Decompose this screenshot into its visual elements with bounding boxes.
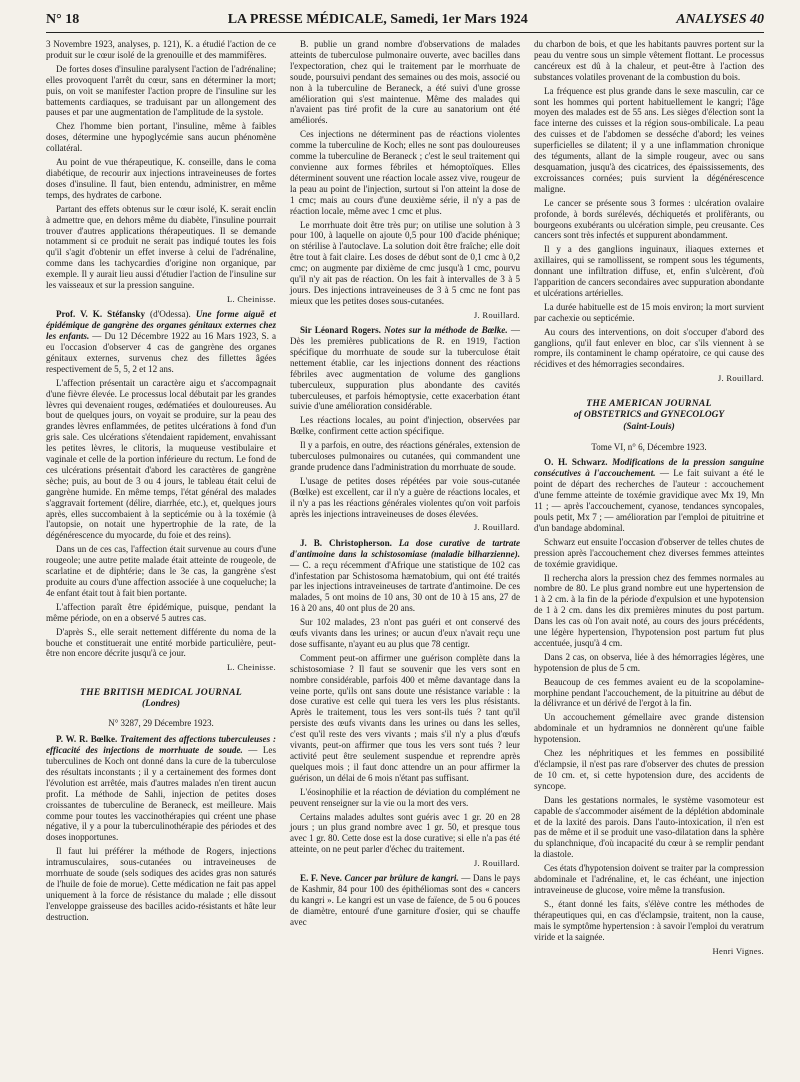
columns <box>46 39 764 961</box>
paragraph: Un accouchement gémellaire avec grande distension abdominale et un hydramnios ne donnèrent qu'une faible hypotension. <box>534 712 764 745</box>
paragraph: Chez l'homme bien portant, l'insuline, même à faibles doses, détermine une hypoglycémie sans aucun phénomène collatéral. <box>46 121 276 154</box>
article-title: Modifications de la pression sanguine consécutives à l'accouchement. <box>534 457 764 479</box>
page-number: 40 <box>749 12 764 27</box>
paragraph: La fréquence est plus grande dans le sexe masculin, car ce sont les hommes qui portent habituellement le kangri; l'âge moyen des malades est de 55 ans. Les sièges d'élection sont la face interne des cuisses et la région sous-ombilicale. La peau des cuisses et de l'abdomen se desséche d'abord; les veines superficielles se dilatent; il y a une inflammation chronique des téguments, allant de la simple rougeur, avec ou sans desquamation, jusqu'à des cicatrices, des épaississements, des excroissances cornées; puis survient la dégénérescence maligne. <box>534 85 764 194</box>
paragraph: Au cours des interventions, on doit s'occuper d'abord des ganglions, qu'il faut enlever en bloc, car s'ils viennent à se rompre, ils contaminent le champ opératoire, ce qui cause des récidives et des hémorragies secondaires. <box>534 326 764 370</box>
paragraph: Le cancer se présente sous 3 formes : ulcération ovalaire profonde, à bords surélevés, déchiquetés et prolifèrants, ou bourgeons exubérants ou ulcération simple, peu creusante. Ces cancers sont très infectés et suppurent abondamment. <box>534 197 764 241</box>
article-author: J. B. Christopherson. <box>300 537 392 548</box>
paragraph: Chez les néphritiques et les femmes en possibilité d'éclampsie, il n'est pas rare d'observer des chutes de pression de 10 cm. et, si cette hypotension dure, des accidents de syncope. <box>534 748 764 791</box>
section-page <box>676 12 764 28</box>
article-heading: Sir Léonard Rogers. Notes sur la méthode de Bœlke. — Dès les premières publications de R. en 1919, l'action spécifique du morrhuate de soude sur la tuberculose était nettement établie, car les injections donnent des réactions fébriles avec augmentation de volume des ganglions tuberculeux, suppuration plus abondante des cavités tuberculeuses, et parfois hémoptysie, cette exacerbation étant suivie d'une amélioration considérable. <box>290 325 521 412</box>
signature: L. Cheinisse. <box>226 293 276 304</box>
paragraph: Dans 2 cas, on observa, liée à des hémorragies légères, une hypotension de plus de 5 cm. <box>534 651 764 673</box>
paragraph: S., étant donné les faits, s'élève contre les méthodes de thérapeutiques qui, en cas d'éclampsie, traitent, non la cause, mais le symptôme hypertension : à savoir l'emploi du veratrum viride et la saignée. <box>534 898 764 942</box>
signature: L. Cheinisse. <box>226 662 276 673</box>
article-author: E. F. Neve. <box>300 873 342 884</box>
article-heading: P. W. R. Bœlke. Traitement des affections tuberculeuses : efficacité des injections de morrhuate de soude. — Les tuberculines de Koch ont donné dans la cure de la tuberculose des résultats inconstants ; il y a certainement des formes dont l'évolution est arrêtée, mais d'autres malades n'en tirent aucun profit. La méthode de Sahli, injection de petites doses croissantes de tuberculine de Beraneck, est meilleure. Mais comme pour toutes les vaccinothérapies qui créent une phase négative, il y a pour la tuberculinothérapie des périodes et des doses inopportunes. <box>46 734 276 843</box>
signature: J. Rouillard. <box>473 858 520 869</box>
signature: J. Rouillard. <box>717 373 764 384</box>
article-title: Traitement des affections tuberculeuses : efficacité des injections de morrhuate de soude. <box>46 734 276 756</box>
journal-issue: Tome VI, n° 6, Décembre 1923. <box>591 441 707 452</box>
column-3 <box>534 39 764 961</box>
paragraph: Certains malades adultes sont guéris avec 1 gr. 20 en 28 jours ; un plus grand nombre avec 1 gr. 50, et presque tous avec 1 gr. 80. Cette dose est la dose curative; si elle n'a pas été atteinte, on ne peut parler d'échec du traitement. <box>290 811 520 855</box>
article-title: Une forme aiguë et épidémique de gangrène des organes génitaux externes chez les enfants. <box>46 309 277 342</box>
article-title: Notes sur la méthode de Bœlke. <box>384 325 508 336</box>
paragraph: Dans un de ces cas, l'affection était survenue au cours d'une rougeole; une autre petite malade était atteinte de rougeole, de scarlatine et de diphtérie; dans le 3e cas, la gangrène s'est produite au cours d'une affection associée à une coqueluche; la 4e enfant était tout à fait bien portante. <box>46 544 276 598</box>
paragraph: Dès les premières publications de R. en 1919, l'action spécifique du morrhuate de soude sur la tuberculose était nettement établie, car les injections donnent des réactions fébriles avec augmentation de volume des ganglions tuberculeux, suppuration plus abondante des cavités tuberculeuses, et parfois hémoptysie, cette exacerbation étant suivie d'une amélioration considérable. <box>290 335 520 412</box>
paragraph: Dans les gestations normales, le système vasomoteur est capable de s'accommoder aisément de la déplétion abdominale et de la laxité des parois. Dans l'auto-intoxication, il n'en est pas de même et il se produit une vaso-dilatation dans la sphère du splanchnique, d'où incapacité du cœur à se remplir pendant la diastole. <box>534 794 764 860</box>
paragraph: Comment peut-on affirmer une guérison complète dans la schistosomiase ? Il faut se souvenir que les vers sont en nombre considérable, parfois 400 et même davantage dans la veine porte, qu'ils ont sans doute une résistance variable : la dose curative est celle qui tuera les vers les plus résistants. Après le traitement, tous les vers sont-ils tués ? tant qu'il persiste des œufs vivants dans les urines ou dans les selles, c'est qu'il reste des vers vivants ; mais s'il n'y a plus d'œufs vivants, peut-on affirmer que tous les vers sont tués ? leur activité peut être seulement suspendue et reprendre après quelques mois ; il faut donc attendre un an pour affirmer la guérison, un délai de 6 mois n'étant pas suffisant. <box>290 652 520 783</box>
paragraph: Le morrhuate doit être très pur; on utilise une solution à 3 pour 100, à laquelle on ajoute 0,5 pour 100 d'acide phénique; on stérilise à l'autoclave. La solution doit être fraîche; elle doit être tout à fait claire. Les doses de début sont de 0,1 cmc à 0,2 cmc; on augmente par dixième de cmc jusqu'à 1 cmc, pourvu qu'il n'y ait pas de réaction. On les fait à intervalles de 3 à 5 jours. Des injections intraveineuses de 3 à 5 cmc ne font pas mieux que les petites doses sous-cutanées. <box>290 219 520 306</box>
paragraph: L'éosinophilie et la réaction de déviation du complément ne peuvent renseigner sur la vie ou la mort des vers. <box>290 786 520 808</box>
article-author: Sir Léonard Rogers. <box>300 325 381 336</box>
section-name: ANALYSES <box>676 12 747 27</box>
column-2 <box>290 39 520 961</box>
paragraph: Les réactions locales, au point d'injection, observées par Bœlke, confirment cette action spécifique. <box>290 415 520 437</box>
article-heading: O. H. Schwarz. Modifications de la pression sanguine consécutives à l'accouchement. — Le fait suivant a été le point de départ des recherches de l'auteur : accouchement d'une femme atteinte de toxémie gravidique avec Mx 19, Mn 11 ; — après l'accouchement, cyanose, tendances syncopales, pouls petit, Mx 7 ; — amélioration par l'emploi de pituitrine et d'un bandage abdominal. <box>534 457 765 533</box>
journal-name: THE AMERICAN JOURNAL <box>586 397 712 409</box>
article-author: P. W. R. Bœlke. <box>56 734 118 745</box>
paragraph: du charbon de bois, et que les habitants pauvres portent sur la peau du ventre sous un simple vêtement flottant. Le processus cancéreux est dû à la chaleur, et peut-être à l'action des substances volatiles provenant de la combustion du bois. <box>534 39 764 82</box>
journal-issue: N° 3287, 29 Décembre 1923. <box>108 718 214 729</box>
paragraph: C. a reçu récemment d'Afrique une statistique de 102 cas d'infestation par Schistosoma hæmatobium, qui ont été traités par les injections intraveineuses de tartrate d'antimoine. De ces malades, 5 ont moins de 10 ans, 30 ont de 10 à 15 ans, 27 de 16 à 20 ans, 40 ont plus de 20 ans. <box>290 559 520 614</box>
page-header <box>46 12 764 33</box>
article-author: Prof. V. K. Stéfansky <box>56 309 146 320</box>
article-title: La dose curative de tartrate d'antimoine dans la schistosomiase (maladie bilharzienne). <box>290 537 520 559</box>
paragraph: Il y a parfois, en outre, des réactions générales, extension de tuberculoses pulmonaires ou cutanées, qui commandent une grande prudence dans l'administration du morrhuate de soude. <box>290 440 520 472</box>
article-title: Cancer par brûlure de kangri. <box>344 873 459 884</box>
paragraph: De fortes doses d'insuline paralysent l'action de l'adrénaline; elles provoquent l'arrêt du cœur, sans en déterminer la mort; puis, on voit se manifester l'action propre de l'insuline sur les battements cardiaques, se traduisant par un allongement des pauses et par une augmentation de l'amplitude de la systole. <box>46 63 276 118</box>
paragraph: Au point de vue thérapeutique, K. conseille, dans le coma diabétique, de recourir aux injections intraveineuses de fortes doses d'insuline. Il faut, bien entendu, administrer, en même temps, des hydrates de carbone. <box>46 157 276 200</box>
paragraph: Partant des effets obtenus sur le cœur isolé, K. serait enclin à admettre que, en dehors même du diabète, l'insuline pourrait trouver d'autres applications thérapeutiques. Il se demande notamment si ce produit ne serait pas indiqué toutes les fois qu'il s'agit d'obtenir un effet inverse à celui de l'adrénaline, comme dans les tachycardies d'origine non organique, par exemple. Il y aurait lieu aussi d'étudier l'action de l'insuline sur les vaisseaux et sur la pression sanguine. <box>46 203 276 291</box>
paragraph: Le fait suivant a été le point de départ des recherches de l'auteur : accouchement d'une femme atteinte de toxémie gravidique avec Mx 19, Mn 11 ; — après l'accouchement, cyanose, tendances syncopales, pouls petit, Mx 7 ; — amélioration par l'emploi de pituitrine et d'un bandage abdominal. <box>534 468 765 533</box>
paragraph: Du 12 Décembre 1922 au 16 Mars 1923, S. a eu l'occasion d'observer 4 cas de gangrène des organes génitaux externes, survenus chez des fillettes âgées respectivement de 5, 5, 2 et 12 ans. <box>46 331 276 374</box>
journal-title: LA PRESSE MÉDICALE, Samedi, 1er Mars 1924 <box>227 12 528 27</box>
paragraph: Ces états d'hypotension doivent se traiter par la compression abdominale et l'adrénaline, et, le cas échéant, une injection intraveineuse de glucose, voire même la transfusion. <box>534 863 764 895</box>
article-author: O. H. Schwarz. <box>544 457 608 468</box>
article-heading: Prof. V. K. Stéfansky (d'Odessa). Une forme aiguë et épidémique de gangrène des organes génitaux externes chez les enfants. — Du 12 Décembre 1922 au 16 Mars 1923, S. a eu l'occasion d'observer 4 cas de gangrène des organes génitaux externes, survenus chez des fillettes âgées respectivement de 5, 5, 2 et 12 ans. <box>46 309 277 374</box>
signature: J. Rouillard. <box>473 309 520 320</box>
paragraph: Dans le pays de Kashmir, 84 pour 100 des épithéliomas sont des « cancers du kangri ». Le kangri est un vase de faïence, de 5 ou 6 pouces de diamètre, entouré d'une garniture d'osier, qui se chauffe avec <box>290 873 520 928</box>
paragraph: Ces injections ne déterminent pas de réactions violentes comme la tuberculine de Koch; elles ne sont pas douloureuses comme la tuberculine de Beraneck ; c'est le seul traitement qui convienne aux formes fébriles et hémoptoïques. Elles déterminent souvent une réaction locale assez vive, rougeur de la peau au point de l'injection, surtout si l'on atteint la dose de 1 cmc; mais au cours d'une deuxième série, il n'y a pas de réaction locale, même avec 1 cmc et plus. <box>290 129 520 216</box>
paragraph: Il y a des ganglions inguinaux, iliaques externes et axillaires, qui se ramollissent, se rompent sous les téguments, donnant une infiltration diffuse, et, enfin s'ulcèrent, d'où l'apparition de cancers secondaires avec suppuration abondante et ulcérations artérielles. <box>534 244 764 298</box>
signature: J. Rouillard. <box>473 522 520 533</box>
paragraph: D'après S., elle serait nettement différente du noma de la bouche et constituerait une entité morbide particulière, peut-être non encore décrite jusqu'à ce jour. <box>46 626 276 659</box>
paragraph: Il faut lui préférer la méthode de Rogers, injections intramusculaires, sous-cutanées ou intraveineuses de morrhuate de soude (sels sodiques des acides gras non saturés de l'huile de foie de morue). Cette médication ne fait pas appel uniquement à la force de résistance du malade ; elle dissout l'enveloppe graisseuse des bacilles acido-résistants et hâte leur destruction. <box>46 846 276 922</box>
paragraph: Les tuberculines de Koch ont donné dans la cure de la tuberculose des résultats inconstants ; il y a certainement des formes dont l'évolution est arrêtée, mais d'autres malades n'en tirent aucun profit. La méthode de Sahli, injection de petites doses croissantes de tuberculine de Beraneck, est meilleure. Mais comme pour toutes les vaccinothérapies qui créent une phase négative, il y a pour la tuberculinothérapie des périodes et des doses inopportunes. <box>46 745 276 843</box>
signature: Henri Vignes. <box>712 945 764 956</box>
paragraph: Il rechercha alors la pression chez des femmes normales au nombre de 80. Le plus grand nombre eut une hypertension de 1 à 2 cm. à la fin de la période d'expulsion et une hypotension de 1 à 2 cm. dans les dix premières minutes du post partum. Dans les cas où l'on avait noté, au cours des jours précédents, une légère hypertension, l'hypotension post partum fut plus accentuée, jusqu'à 4 cm. <box>534 572 764 648</box>
paragraph: La durée habituelle est de 15 mois environ; la mort survient par cachexie ou septicémie. <box>534 301 764 323</box>
paragraph: Sur 102 malades, 23 n'ont pas guéri et ont conservé des œufs vivants dans les urines; or aucun d'eux n'avait reçu une dose suffisante, n'ayant eu au plus que 78 centigr. <box>290 617 520 649</box>
paragraph: Schwarz eut ensuite l'occasion d'observer de telles chutes de pression après l'accouchement chez diverses femmes atteintes de toxémie gravidique. <box>534 536 764 569</box>
column-1 <box>46 39 276 961</box>
article-heading: J. B. Christopherson. La dose curative de tartrate d'antimoine dans la schistosomiase (maladie bilharzienne). — C. a reçu récemment d'Afrique une statistique de 102 cas d'infestation par Schistosoma hæmatobium, qui ont été traités par les injections intraveineuses de tartrate d'antimoine. De ces malades, 5 ont moins de 10 ans, 30 ont de 10 à 15 ans, 27 de 16 à 20 ans, 40 ont plus de 20 ans. <box>290 537 520 614</box>
journal-name-line2: of OBSTETRICS and GYNECOLOGY <box>573 410 725 421</box>
paragraph: B. publie un grand nombre d'observations de malades atteints de tuberculose pulmonaire ouverte, avec bacilles dans l'expectoration, chez qui le traitement par le morrhuate de soude, poursuivi pendant des semaines ou des mois, associé ou non à la tuberculine de Beraneck, a été suivi d'une grosse amélioration qui s'est maintenue. Même des malades qui n'avaient pas tiré profit de la cure au sanatorium ont été améliorés. <box>290 39 520 126</box>
paragraph: L'affection présentait un caractère aigu et s'accompagnait d'une fièvre élevée. Le processus local débutait par les grandes lèvres qui devenaient rouges, œdématiées et douloureuses. Au bout de quelques jours, on voyait se produire, sur la peau des grandes lèvres enflammées, de petites ulcérations à fond d'un gris sale. Ces ulcérations s'étendaient rapidement, envahissant les petites lèvres, le clitoris, la muqueuse vestibulaire et vaginale et celle de la portion inférieure du rectum. Le fond de ces ulcérations présentait d'abord les caractères de gangrène sèche; puis, au bout de 3 ou 4 jours, le tableau était celui de gangrène humide. En même temps, l'état général des malades s'aggravait fortement (délire, diarrhée, etc.), et, quelques jours après, elles succombaient à la septicémie ou à la toxémie (à l'autopsie, on notait une hypertrophie de la rate, de la dégénérescence du myocarde, du foie et des reins). <box>46 377 276 541</box>
article-heading: E. F. Neve. Cancer par brûlure de kangri. — Dans le pays de Kashmir, 84 pour 100 des épithéliomas sont des « cancers du kangri ». Le kangri est un vase de faïence, de 5 ou 6 pouces de diamètre, entouré d'une garniture d'osier, qui se chauffe avec <box>290 873 520 928</box>
issue-number: N° 18 <box>46 12 80 27</box>
journal-name: THE BRITISH MEDICAL JOURNAL <box>79 686 243 698</box>
paragraph: L'usage de petites doses répétées par voie sous-cutanée (Bœlke) est excellent, car il n'y a guère de réactions locales, et il n'y a pas les réactions générales violentes qu'on voit parfois après les injections intraveineuses de doses élevées. <box>290 475 520 519</box>
paragraph: 3 Novembre 1923, analyses, p. 121), K. a étudié l'action de ce produit sur le cœur isolé de la grenouille et des mammifères. <box>46 39 276 60</box>
paragraph: Beaucoup de ces femmes avaient eu de la scopolamine-morphine pendant l'accouchement, de la pituitrine au début de la délivrance et un dérivé de l'ergot à la fin. <box>534 676 764 709</box>
journal-city: (Londres) <box>141 699 181 710</box>
journal-city: (Saint-Louis) <box>623 422 675 433</box>
paragraph: L'affection paraît être épidémique, puisque, pendant la même période, on en a observé 5 autres cas. <box>46 601 276 623</box>
article-place: (d'Odessa). <box>150 309 191 320</box>
